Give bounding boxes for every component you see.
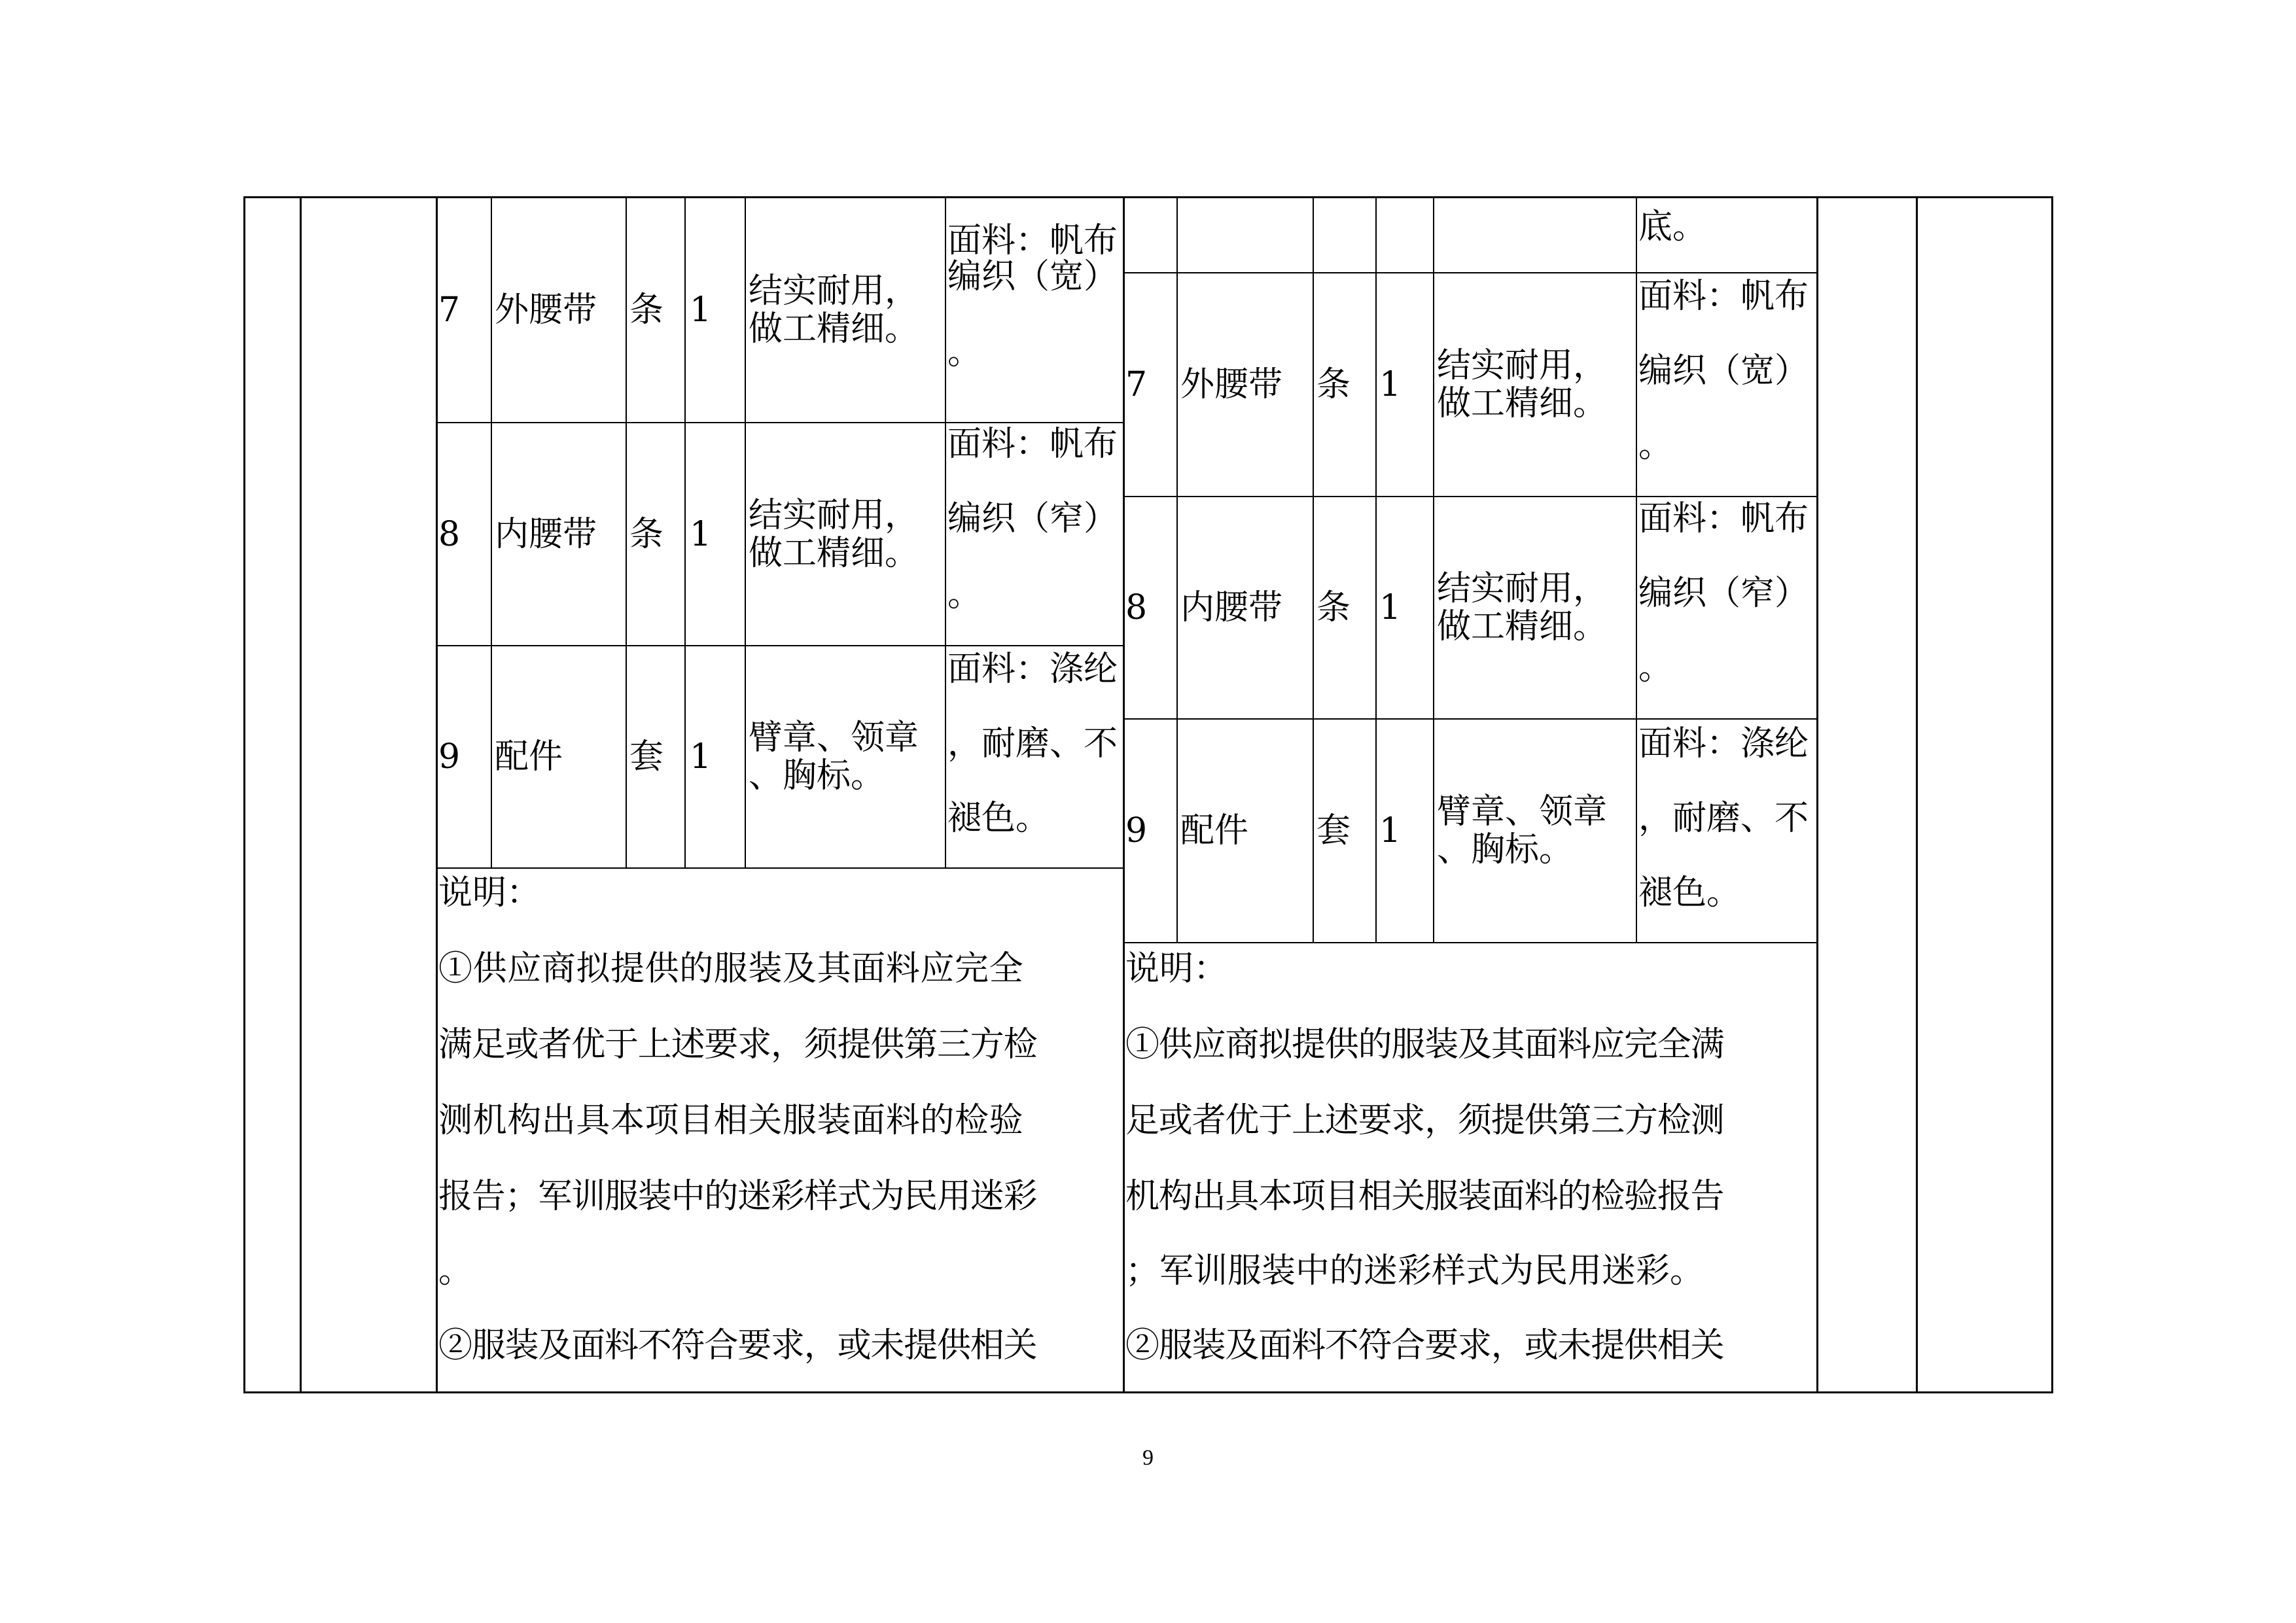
right-row9-unit: 套 (1316, 811, 1351, 850)
left-note-line3: 测机构出具本项目相关服装面料的检验 (438, 1101, 1024, 1140)
left-note-line1: ①供应商拟提供的服装及其面料应完全 (438, 949, 1024, 988)
right-row9-mat-line3: 褪色。 (1638, 873, 1741, 913)
outer-col-divider-3 (1816, 196, 1818, 1393)
left-row9-req-line1: 臂章、领章 (749, 718, 919, 758)
left-note-line2: 满足或者优于上述要求，须提供第三方检 (438, 1025, 1037, 1064)
left-row8-mat-line2: 编织（窄） (947, 499, 1118, 538)
right-note-line4: ；军训服装中的迷彩样式为民用迷彩。 (1125, 1251, 1704, 1291)
right-row8-mat-line3: 。 (1638, 648, 1673, 688)
left-row9-req-line2: 、胸标。 (749, 756, 885, 795)
left-row9-no: 9 (438, 737, 461, 777)
left-row9-unit: 套 (629, 737, 664, 777)
right-row9-qty: 1 (1379, 811, 1402, 850)
right-top-cell-text: 底。 (1638, 207, 1707, 247)
right-grid-v5 (1636, 196, 1637, 943)
left-row8-req-line1: 结实耐用， (749, 495, 919, 535)
left-row7-unit: 条 (629, 290, 664, 330)
left-row7-material (947, 203, 1122, 422)
left-grid-h3 (436, 867, 1123, 869)
left-note-line4: 报告；军训服装中的迷彩样式为民用迷彩 (438, 1177, 1037, 1216)
right-grid-v1 (1176, 196, 1178, 943)
right-row8-qty: 1 (1379, 588, 1402, 627)
left-row9-mat-line2: ，耐磨、不 (947, 724, 1118, 763)
outer-col-divider-4 (1916, 196, 1918, 1393)
right-row7-unit: 条 (1316, 365, 1351, 404)
outer-right-border (2051, 196, 2053, 1393)
page-number: 9 (1142, 1446, 1154, 1470)
left-row8-name: 内腰带 (495, 514, 597, 554)
left-row8-mat-line1: 面料：帆布 (947, 425, 1118, 464)
right-row8-name: 内腰带 (1180, 588, 1283, 627)
right-row8-unit: 条 (1316, 588, 1351, 627)
left-row7-req-line1: 结实耐用， (749, 271, 919, 311)
left-row9-mat-line3: 褪色。 (947, 799, 1050, 838)
outer-left-border (243, 196, 245, 1393)
right-row8-no: 8 (1125, 588, 1148, 627)
left-row7-mat-line1: 面料：帆布 (947, 221, 1118, 260)
left-grid-v3 (684, 196, 686, 869)
left-note-heading: 说明： (438, 873, 541, 913)
left-note-line5: 。 (438, 1251, 473, 1291)
right-note-line2: 足或者优于上述要求，须提供第三方检测 (1125, 1101, 1724, 1140)
left-row8-mat-line3: 。 (947, 575, 982, 614)
right-note-line1: ①供应商拟提供的服装及其面料应完全满 (1125, 1025, 1724, 1064)
outer-col-divider-2 (436, 196, 438, 1393)
left-row7-requirement (749, 198, 944, 422)
right-grid-v3 (1375, 196, 1377, 943)
left-row7-mat-line2: 编织（宽） (947, 257, 1118, 296)
right-row7-qty: 1 (1379, 365, 1402, 404)
right-note-heading: 说明： (1125, 949, 1228, 988)
right-row9-requirement (1437, 720, 1634, 942)
right-row8-requirement (1437, 497, 1634, 718)
right-row7-mat-line2: 编织（宽） (1638, 351, 1809, 391)
left-row9-name: 配件 (495, 737, 563, 777)
right-row8-req-line2: 做工精细。 (1437, 607, 1608, 646)
left-row7-req-line2: 做工精细。 (749, 309, 919, 349)
right-grid-v2 (1313, 196, 1314, 943)
left-row7-no: 7 (438, 290, 461, 330)
left-row7-mat-line3: 。 (947, 333, 982, 372)
left-grid-v5 (945, 196, 946, 869)
left-grid-v4 (745, 196, 746, 869)
left-grid-v1 (491, 196, 492, 869)
left-row9-qty: 1 (690, 737, 712, 777)
outer-bottom-border (243, 1391, 2053, 1393)
right-row7-requirement (1437, 273, 1634, 496)
right-row9-mat-line2: ，耐磨、不 (1638, 799, 1809, 838)
right-row9-req-line1: 臂章、领章 (1437, 792, 1608, 831)
left-row7-name: 外腰带 (495, 290, 597, 330)
left-row9-requirement (749, 646, 944, 867)
right-row7-mat-line1: 面料：帆布 (1638, 277, 1809, 316)
right-row8-mat-line2: 编织（窄） (1638, 574, 1809, 613)
right-row9-no: 9 (1125, 811, 1148, 850)
right-row9-mat-line1: 面料：涤纶 (1638, 724, 1809, 763)
left-row8-req-line2: 做工精细。 (749, 533, 919, 573)
right-row7-req-line2: 做工精细。 (1437, 384, 1608, 423)
left-note-line6: ②服装及面料不符合要求，或未提供相关 (438, 1326, 1037, 1365)
left-grid-v2 (626, 196, 627, 869)
right-row7-name: 外腰带 (1180, 365, 1283, 404)
right-row8-mat-line1: 面料：帆布 (1638, 499, 1809, 538)
left-row7-qty: 1 (690, 290, 712, 330)
left-row8-no: 8 (438, 514, 461, 554)
right-row7-req-line1: 结实耐用， (1437, 346, 1608, 385)
left-row9-mat-line1: 面料：涤纶 (947, 650, 1118, 689)
left-row8-requirement (749, 423, 944, 645)
right-row7-no: 7 (1125, 365, 1148, 404)
right-grid-v4 (1433, 196, 1434, 943)
right-row9-req-line2: 、胸标。 (1437, 830, 1574, 869)
right-row7-mat-line3: 。 (1638, 426, 1673, 465)
right-row8-req-line1: 结实耐用， (1437, 569, 1608, 608)
right-row9-name: 配件 (1180, 811, 1249, 850)
outer-col-divider-1 (300, 196, 302, 1393)
outer-col-divider-mid (1123, 196, 1125, 1393)
right-note-line5: ②服装及面料不符合要求，或未提供相关 (1125, 1326, 1724, 1365)
right-note-line3: 机构出具本项目相关服装面料的检验报告 (1125, 1177, 1724, 1216)
left-row8-unit: 条 (629, 514, 664, 554)
right-grid-h3 (1123, 942, 1816, 943)
left-row8-qty: 1 (690, 514, 712, 554)
